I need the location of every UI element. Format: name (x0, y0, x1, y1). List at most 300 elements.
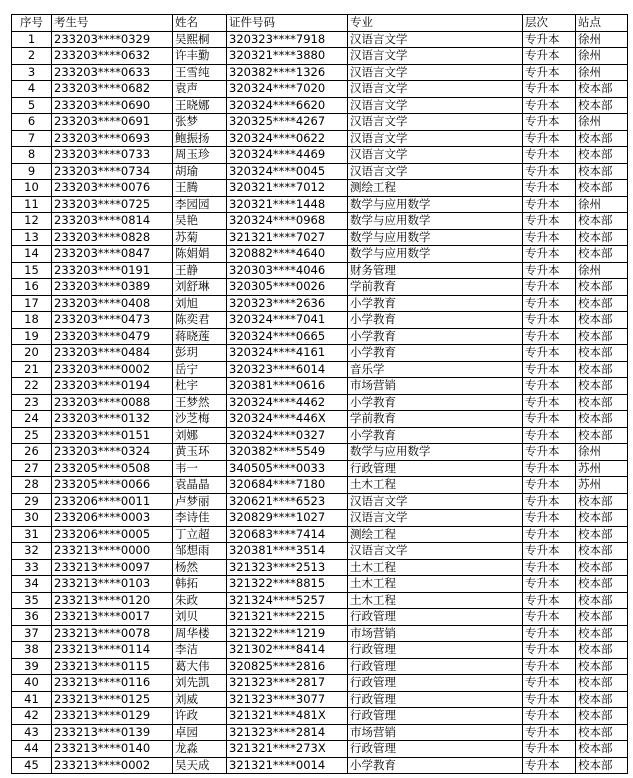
student-table (11, 14, 628, 774)
cell-col-site: 校本部 (576, 724, 628, 741)
cell-col-name: 黄玉环 (173, 444, 227, 461)
cell-col-site: 校本部 (576, 493, 628, 510)
cell-col-exam-id: 233203****0473 (52, 312, 173, 329)
cell-col-name: 沙芝梅 (173, 411, 227, 428)
cell-col-name: 韩拓 (173, 576, 227, 593)
cell-col-name: 王静 (173, 262, 227, 279)
table-row (12, 427, 628, 444)
cell-col-level: 专升本 (523, 378, 576, 395)
cell-col-name: 刘贝 (173, 609, 227, 626)
table-row (12, 295, 628, 312)
cell-col-id-number: 320321****3880 (227, 48, 348, 65)
table-row (12, 741, 628, 758)
cell-col-name: 刘旭 (173, 295, 227, 312)
cell-col-site: 校本部 (576, 427, 628, 444)
cell-col-exam-id: 233203****0633 (52, 64, 173, 81)
cell-col-level: 专升本 (523, 625, 576, 642)
cell-col-exam-id: 233205****0508 (52, 460, 173, 477)
cell-col-exam-id: 233213****0139 (52, 724, 173, 741)
cell-col-site: 校本部 (576, 130, 628, 147)
cell-col-major: 汉语言文学 (348, 163, 523, 180)
cell-col-index: 42 (12, 708, 52, 725)
cell-col-index: 45 (12, 757, 52, 774)
cell-col-id-number: 320323****2636 (227, 295, 348, 312)
cell-col-exam-id: 233203****0088 (52, 394, 173, 411)
cell-col-index: 3 (12, 64, 52, 81)
cell-col-index: 7 (12, 130, 52, 147)
cell-col-site: 校本部 (576, 378, 628, 395)
table-row (12, 592, 628, 609)
cell-col-name: 袁晶晶 (173, 477, 227, 494)
cell-col-index: 35 (12, 592, 52, 609)
header-col-exam-id: 考生号 (52, 15, 173, 32)
cell-col-major: 汉语言文学 (348, 510, 523, 527)
cell-col-level: 专升本 (523, 31, 576, 48)
cell-col-level: 专升本 (523, 510, 576, 527)
cell-col-id-number: 321321****481X (227, 708, 348, 725)
cell-col-id-number: 320324****0327 (227, 427, 348, 444)
cell-col-name: 许政 (173, 708, 227, 725)
cell-col-exam-id: 233213****0115 (52, 658, 173, 675)
cell-col-id-number: 321324****5257 (227, 592, 348, 609)
cell-col-index: 1 (12, 31, 52, 48)
cell-col-exam-id: 233203****0690 (52, 97, 173, 114)
cell-col-name: 葛大伟 (173, 658, 227, 675)
table-row (12, 576, 628, 593)
cell-col-exam-id: 233206****0011 (52, 493, 173, 510)
cell-col-index: 44 (12, 741, 52, 758)
cell-col-id-number: 320324****446X (227, 411, 348, 428)
table-row (12, 477, 628, 494)
cell-col-exam-id: 233213****0097 (52, 559, 173, 576)
cell-col-exam-id: 233203****0847 (52, 246, 173, 263)
cell-col-exam-id: 233203****0484 (52, 345, 173, 362)
cell-col-exam-id: 233203****0389 (52, 279, 173, 296)
table-row (12, 460, 628, 477)
cell-col-level: 专升本 (523, 724, 576, 741)
table-row (12, 97, 628, 114)
cell-col-index: 20 (12, 345, 52, 362)
cell-col-index: 13 (12, 229, 52, 246)
cell-col-level: 专升本 (523, 741, 576, 758)
cell-col-exam-id: 233213****0140 (52, 741, 173, 758)
cell-col-major: 数学与应用数学 (348, 246, 523, 263)
cell-col-exam-id: 233213****0129 (52, 708, 173, 725)
cell-col-id-number: 320324****4161 (227, 345, 348, 362)
table-row (12, 180, 628, 197)
table-row (12, 147, 628, 164)
table-row (12, 114, 628, 131)
header-col-level: 层次 (523, 15, 576, 32)
table-row (12, 246, 628, 263)
table-row (12, 444, 628, 461)
table-row (12, 625, 628, 642)
cell-col-level: 专升本 (523, 394, 576, 411)
table-row (12, 48, 628, 65)
cell-col-index: 32 (12, 543, 52, 560)
cell-col-major: 数学与应用数学 (348, 229, 523, 246)
cell-col-site: 苏州 (576, 477, 628, 494)
cell-col-level: 专升本 (523, 213, 576, 230)
cell-col-major: 汉语言文学 (348, 147, 523, 164)
cell-col-exam-id: 233203****0828 (52, 229, 173, 246)
cell-col-exam-id: 233213****0000 (52, 543, 173, 560)
cell-col-major: 数学与应用数学 (348, 444, 523, 461)
cell-col-major: 学前教育 (348, 279, 523, 296)
cell-col-major: 行政管理 (348, 675, 523, 692)
cell-col-site: 校本部 (576, 708, 628, 725)
cell-col-id-number: 320382****1326 (227, 64, 348, 81)
cell-col-index: 17 (12, 295, 52, 312)
table-row (12, 361, 628, 378)
cell-col-site: 校本部 (576, 757, 628, 774)
table-row (12, 229, 628, 246)
cell-col-name: 王晓娜 (173, 97, 227, 114)
cell-col-id-number: 320381****0616 (227, 378, 348, 395)
table-row (12, 196, 628, 213)
cell-col-index: 31 (12, 526, 52, 543)
cell-col-site: 校本部 (576, 592, 628, 609)
cell-col-exam-id: 233213****0103 (52, 576, 173, 593)
cell-col-id-number: 320324****0665 (227, 328, 348, 345)
cell-col-name: 刘舒琳 (173, 279, 227, 296)
cell-col-level: 专升本 (523, 163, 576, 180)
cell-col-level: 专升本 (523, 427, 576, 444)
cell-col-index: 12 (12, 213, 52, 230)
cell-col-site: 校本部 (576, 295, 628, 312)
cell-col-id-number: 320683****7414 (227, 526, 348, 543)
cell-col-name: 王腾 (173, 180, 227, 197)
cell-col-id-number: 320684****7180 (227, 477, 348, 494)
cell-col-name: 周华楼 (173, 625, 227, 642)
cell-col-index: 2 (12, 48, 52, 65)
cell-col-major: 行政管理 (348, 642, 523, 659)
cell-col-level: 专升本 (523, 526, 576, 543)
cell-col-name: 王雪纯 (173, 64, 227, 81)
cell-col-site: 校本部 (576, 394, 628, 411)
cell-col-site: 校本部 (576, 411, 628, 428)
table-row (12, 378, 628, 395)
cell-col-site: 校本部 (576, 246, 628, 263)
cell-col-level: 专升本 (523, 675, 576, 692)
cell-col-major: 小学教育 (348, 312, 523, 329)
cell-col-name: 杜宇 (173, 378, 227, 395)
cell-col-major: 音乐学 (348, 361, 523, 378)
cell-col-level: 专升本 (523, 559, 576, 576)
cell-col-id-number: 321323****2817 (227, 675, 348, 692)
cell-col-level: 专升本 (523, 642, 576, 659)
cell-col-id-number: 320321****1448 (227, 196, 348, 213)
table-row (12, 163, 628, 180)
cell-col-major: 汉语言文学 (348, 493, 523, 510)
table-row (12, 526, 628, 543)
cell-col-id-number: 320324****0045 (227, 163, 348, 180)
cell-col-index: 18 (12, 312, 52, 329)
table-row (12, 31, 628, 48)
cell-col-id-number: 320323****6014 (227, 361, 348, 378)
cell-col-site: 校本部 (576, 213, 628, 230)
cell-col-site: 校本部 (576, 180, 628, 197)
cell-col-exam-id: 233203****0814 (52, 213, 173, 230)
cell-col-exam-id: 233203****0191 (52, 262, 173, 279)
cell-col-name: 李洁 (173, 642, 227, 659)
cell-col-id-number: 320825****2816 (227, 658, 348, 675)
cell-col-exam-id: 233213****0116 (52, 675, 173, 692)
cell-col-major: 行政管理 (348, 460, 523, 477)
cell-col-id-number: 320305****0026 (227, 279, 348, 296)
cell-col-id-number: 321323****3077 (227, 691, 348, 708)
cell-col-id-number: 320381****3514 (227, 543, 348, 560)
table-row (12, 675, 628, 692)
cell-col-id-number: 320303****4046 (227, 262, 348, 279)
cell-col-level: 专升本 (523, 361, 576, 378)
cell-col-major: 行政管理 (348, 658, 523, 675)
cell-col-level: 专升本 (523, 312, 576, 329)
cell-col-exam-id: 233203****0132 (52, 411, 173, 428)
cell-col-id-number: 320882****4640 (227, 246, 348, 263)
cell-col-id-number: 320382****5549 (227, 444, 348, 461)
cell-col-id-number: 320324****0968 (227, 213, 348, 230)
cell-col-name: 鲍振扬 (173, 130, 227, 147)
cell-col-major: 土木工程 (348, 559, 523, 576)
cell-col-site: 校本部 (576, 526, 628, 543)
table-row (12, 510, 628, 527)
cell-col-exam-id: 233213****0002 (52, 757, 173, 774)
cell-col-name: 卓园 (173, 724, 227, 741)
cell-col-name: 朱政 (173, 592, 227, 609)
cell-col-exam-id: 233203****0479 (52, 328, 173, 345)
cell-col-major: 土木工程 (348, 576, 523, 593)
cell-col-site: 校本部 (576, 675, 628, 692)
table-row (12, 757, 628, 774)
cell-col-site: 徐州 (576, 196, 628, 213)
table-row (12, 543, 628, 560)
cell-col-level: 专升本 (523, 493, 576, 510)
cell-col-name: 周玉珍 (173, 147, 227, 164)
table-row (12, 130, 628, 147)
cell-col-major: 汉语言文学 (348, 130, 523, 147)
cell-col-name: 刘威 (173, 691, 227, 708)
cell-col-id-number: 321302****8414 (227, 642, 348, 659)
cell-col-level: 专升本 (523, 97, 576, 114)
table-row (12, 411, 628, 428)
cell-col-level: 专升本 (523, 295, 576, 312)
header-col-index: 序号 (12, 15, 52, 32)
cell-col-index: 39 (12, 658, 52, 675)
cell-col-exam-id: 233203****0733 (52, 147, 173, 164)
cell-col-major: 土木工程 (348, 477, 523, 494)
header-col-site: 站点 (576, 15, 628, 32)
table-row (12, 64, 628, 81)
cell-col-major: 学前教育 (348, 411, 523, 428)
cell-col-exam-id: 233203****0324 (52, 444, 173, 461)
cell-col-exam-id: 233203****0329 (52, 31, 173, 48)
cell-col-level: 专升本 (523, 130, 576, 147)
cell-col-exam-id: 233205****0066 (52, 477, 173, 494)
cell-col-index: 37 (12, 625, 52, 642)
cell-col-id-number: 321321****7027 (227, 229, 348, 246)
table-row (12, 642, 628, 659)
table-row (12, 493, 628, 510)
cell-col-level: 专升本 (523, 691, 576, 708)
cell-col-major: 行政管理 (348, 708, 523, 725)
table-row (12, 559, 628, 576)
table-row (12, 312, 628, 329)
cell-col-exam-id: 233203****0693 (52, 130, 173, 147)
cell-col-index: 19 (12, 328, 52, 345)
cell-col-major: 汉语言文学 (348, 543, 523, 560)
cell-col-major: 市场营销 (348, 625, 523, 642)
cell-col-index: 10 (12, 180, 52, 197)
cell-col-exam-id: 233213****0120 (52, 592, 173, 609)
cell-col-site: 校本部 (576, 328, 628, 345)
cell-col-site: 徐州 (576, 31, 628, 48)
cell-col-level: 专升本 (523, 444, 576, 461)
cell-col-level: 专升本 (523, 592, 576, 609)
cell-col-major: 小学教育 (348, 394, 523, 411)
cell-col-site: 徐州 (576, 114, 628, 131)
cell-col-major: 小学教育 (348, 328, 523, 345)
cell-col-site: 校本部 (576, 345, 628, 362)
cell-col-index: 24 (12, 411, 52, 428)
cell-col-id-number: 320321****7012 (227, 180, 348, 197)
cell-col-level: 专升本 (523, 576, 576, 593)
cell-col-major: 小学教育 (348, 427, 523, 444)
cell-col-major: 汉语言文学 (348, 97, 523, 114)
cell-col-level: 专升本 (523, 328, 576, 345)
cell-col-id-number: 320325****4267 (227, 114, 348, 131)
header-col-name: 姓名 (173, 15, 227, 32)
cell-col-index: 16 (12, 279, 52, 296)
cell-col-id-number: 320829****1027 (227, 510, 348, 527)
cell-col-major: 市场营销 (348, 724, 523, 741)
cell-col-level: 专升本 (523, 609, 576, 626)
cell-col-level: 专升本 (523, 48, 576, 65)
cell-col-index: 5 (12, 97, 52, 114)
cell-col-name: 张梦 (173, 114, 227, 131)
cell-col-level: 专升本 (523, 279, 576, 296)
cell-col-index: 23 (12, 394, 52, 411)
cell-col-site: 校本部 (576, 279, 628, 296)
table-row (12, 691, 628, 708)
cell-col-level: 专升本 (523, 543, 576, 560)
cell-col-exam-id: 233206****0005 (52, 526, 173, 543)
cell-col-site: 校本部 (576, 543, 628, 560)
cell-col-exam-id: 233203****0725 (52, 196, 173, 213)
table-row (12, 213, 628, 230)
table-row (12, 328, 628, 345)
cell-col-major: 汉语言文学 (348, 81, 523, 98)
cell-col-index: 22 (12, 378, 52, 395)
table-row (12, 724, 628, 741)
cell-col-exam-id: 233203****0194 (52, 378, 173, 395)
cell-col-id-number: 321323****2513 (227, 559, 348, 576)
cell-col-level: 专升本 (523, 246, 576, 263)
cell-col-exam-id: 233203****0682 (52, 81, 173, 98)
cell-col-exam-id: 233213****0078 (52, 625, 173, 642)
cell-col-level: 专升本 (523, 460, 576, 477)
cell-col-name: 丁立超 (173, 526, 227, 543)
cell-col-index: 15 (12, 262, 52, 279)
cell-col-major: 汉语言文学 (348, 31, 523, 48)
cell-col-id-number: 320324****4469 (227, 147, 348, 164)
cell-col-index: 26 (12, 444, 52, 461)
cell-col-site: 徐州 (576, 262, 628, 279)
cell-col-site: 校本部 (576, 229, 628, 246)
table-header-row (12, 15, 628, 32)
cell-col-id-number: 321321****2215 (227, 609, 348, 626)
cell-col-index: 29 (12, 493, 52, 510)
cell-col-major: 汉语言文学 (348, 48, 523, 65)
cell-col-site: 校本部 (576, 559, 628, 576)
cell-col-name: 卢梦丽 (173, 493, 227, 510)
cell-col-exam-id: 233203****0408 (52, 295, 173, 312)
cell-col-name: 刘先凯 (173, 675, 227, 692)
cell-col-name: 陈奕君 (173, 312, 227, 329)
cell-col-index: 21 (12, 361, 52, 378)
cell-col-index: 25 (12, 427, 52, 444)
cell-col-level: 专升本 (523, 757, 576, 774)
cell-col-index: 34 (12, 576, 52, 593)
cell-col-exam-id: 233203****0632 (52, 48, 173, 65)
cell-col-index: 14 (12, 246, 52, 263)
header-col-major: 专业 (348, 15, 523, 32)
cell-col-site: 校本部 (576, 625, 628, 642)
cell-col-index: 40 (12, 675, 52, 692)
cell-col-name: 王梦然 (173, 394, 227, 411)
table-row (12, 345, 628, 362)
cell-col-level: 专升本 (523, 411, 576, 428)
cell-col-site: 校本部 (576, 312, 628, 329)
cell-col-site: 校本部 (576, 361, 628, 378)
cell-col-level: 专升本 (523, 658, 576, 675)
cell-col-index: 8 (12, 147, 52, 164)
cell-col-id-number: 320324****7020 (227, 81, 348, 98)
cell-col-major: 数学与应用数学 (348, 213, 523, 230)
cell-col-level: 专升本 (523, 114, 576, 131)
cell-col-level: 专升本 (523, 64, 576, 81)
cell-col-index: 36 (12, 609, 52, 626)
cell-col-major: 土木工程 (348, 592, 523, 609)
cell-col-exam-id: 233206****0003 (52, 510, 173, 527)
cell-col-id-number: 321321****0014 (227, 757, 348, 774)
cell-col-site: 苏州 (576, 460, 628, 477)
cell-col-index: 4 (12, 81, 52, 98)
cell-col-name: 李园园 (173, 196, 227, 213)
cell-col-id-number: 321323****2814 (227, 724, 348, 741)
cell-col-site: 校本部 (576, 658, 628, 675)
cell-col-name: 岳宁 (173, 361, 227, 378)
table-row (12, 81, 628, 98)
cell-col-level: 专升本 (523, 262, 576, 279)
table-row (12, 394, 628, 411)
table-row (12, 658, 628, 675)
cell-col-major: 行政管理 (348, 609, 523, 626)
cell-col-site: 校本部 (576, 576, 628, 593)
cell-col-name: 韦一 (173, 460, 227, 477)
cell-col-id-number: 320324****0622 (227, 130, 348, 147)
cell-col-name: 蒋晓莲 (173, 328, 227, 345)
cell-col-site: 校本部 (576, 609, 628, 626)
table-row (12, 279, 628, 296)
cell-col-id-number: 340505****0033 (227, 460, 348, 477)
header-col-id-number: 证件号码 (227, 15, 348, 32)
cell-col-exam-id: 233203****0691 (52, 114, 173, 131)
table-row (12, 609, 628, 626)
cell-col-id-number: 320323****7918 (227, 31, 348, 48)
cell-col-major: 小学教育 (348, 757, 523, 774)
cell-col-index: 11 (12, 196, 52, 213)
